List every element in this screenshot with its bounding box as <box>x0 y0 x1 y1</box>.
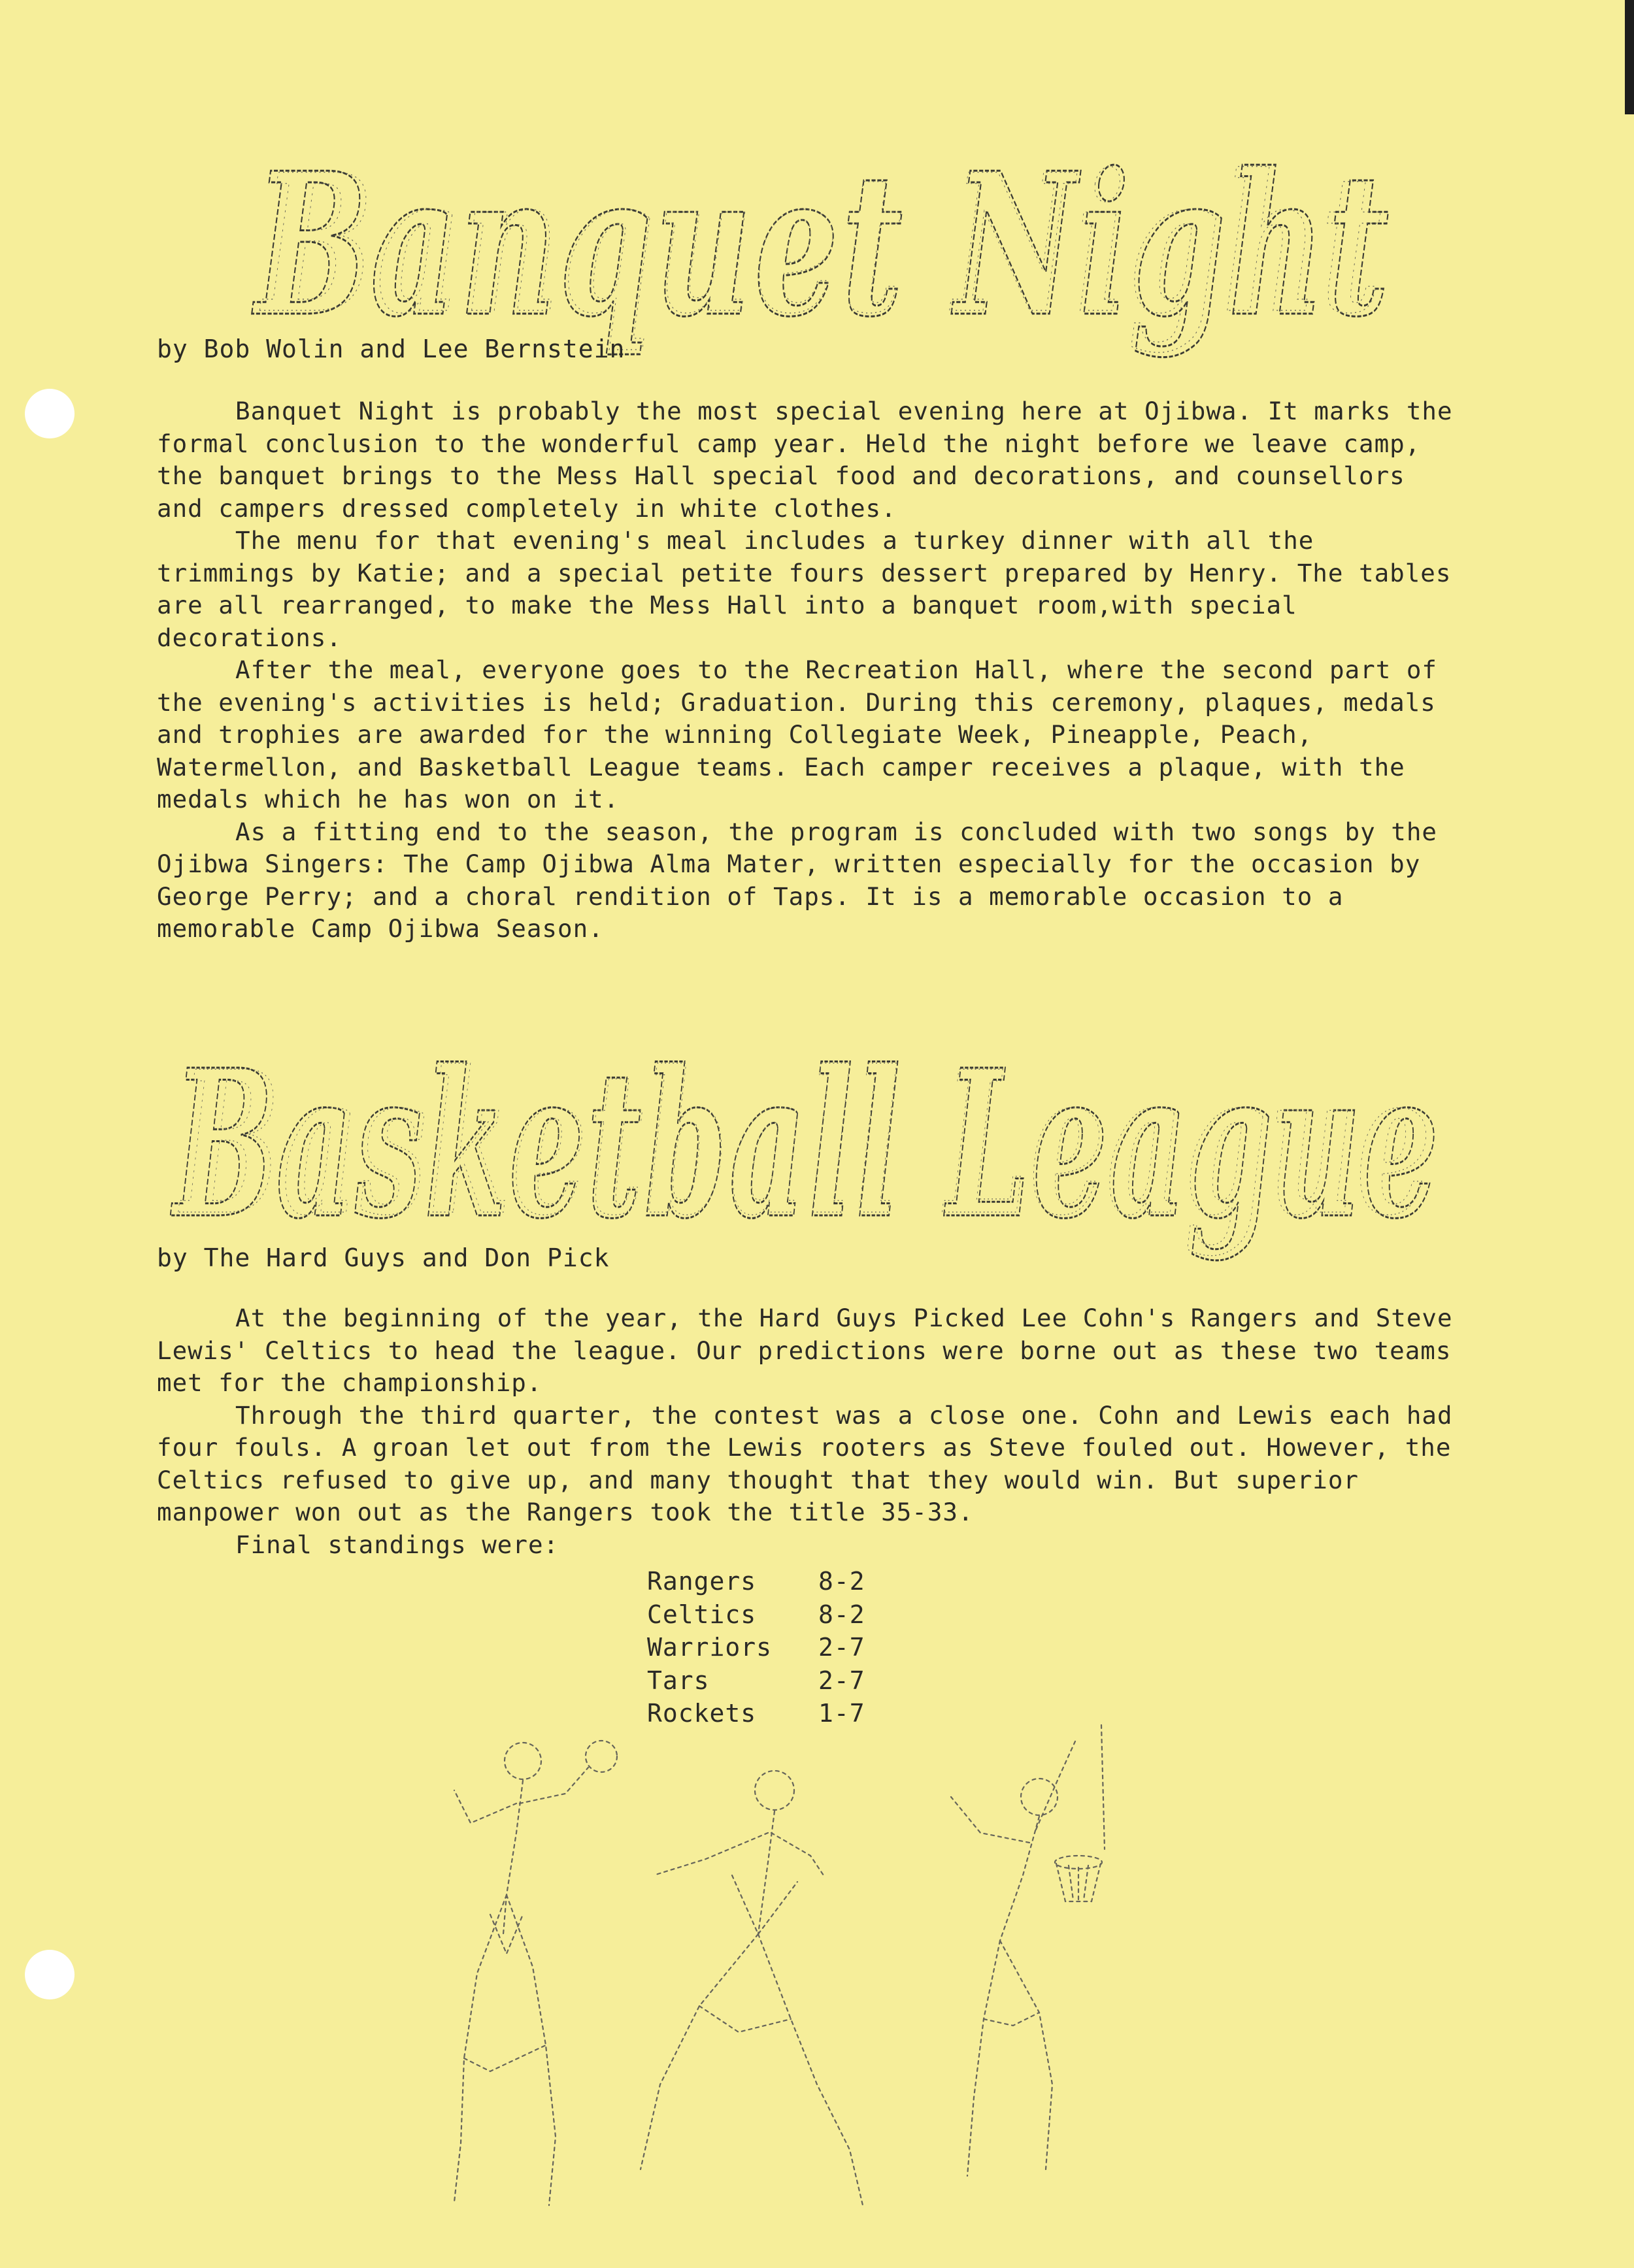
team-name: Rockets <box>647 1699 757 1728</box>
basketball-hoop-icon <box>1055 1725 1105 1901</box>
basketball-league-heading-text: Basketball League <box>169 1026 1441 1264</box>
punch-hole-top <box>25 389 75 438</box>
banquet-night-heading-hatch: Banquet Night <box>258 133 1384 355</box>
team-record: 8-2 <box>818 1600 865 1629</box>
banquet-night-article <box>157 395 1464 945</box>
standings-table <box>647 1565 865 1730</box>
player-middle-figure <box>641 1771 863 2205</box>
team-name: Rangers <box>647 1567 757 1596</box>
team-name: Tars <box>647 1666 710 1695</box>
team-record: 2-7 <box>818 1666 865 1695</box>
player-left-figure <box>454 1743 588 2205</box>
banquet-night-byline: by Bob Wolin and Lee Bernstein <box>157 335 625 363</box>
standings-row <box>647 1598 865 1632</box>
banquet-night-paragraph: As a fitting end to the season, the program is concluded with two songs by the Ojibwa Singers: The Camp Ojibwa Alma Mater, written especially for the occasion by George Perry; and a choral rendition of Taps. It is a memorable occasion to a memorable Camp Ojibwa Season. <box>157 817 1437 943</box>
page-edge-strip <box>1625 0 1634 114</box>
final-standings-intro: Final standings were: <box>235 1530 559 1559</box>
basketball-league-heading-hatch: Basketball League <box>177 1028 1434 1258</box>
player-right-figure <box>951 1741 1075 2176</box>
team-record: 8-2 <box>818 1567 865 1596</box>
standings-row <box>647 1631 865 1664</box>
banquet-night-heading-text: Banquet Night <box>250 129 1392 360</box>
basketball-league-byline: by The Hard Guys and Don Pick <box>157 1243 610 1272</box>
basketball-league-article <box>157 1302 1464 1561</box>
banquet-night-paragraph: Banquet Night is probably the most special evening here at Ojibwa. It marks the formal conclusion to the wonderful camp year. Held the night before we leave camp, the banquet brings to the Mess Hall special food and decorations, and counsellors and campers dressed completely in white clothes. <box>157 397 1453 523</box>
basketball-players-sketch-icon <box>392 1718 1163 2235</box>
standings-row <box>647 1565 865 1598</box>
banquet-night-paragraph: After the meal, everyone goes to the Recreation Hall, where the second part of the evening's activities is held; Graduation. During this ceremony, plaques, medals and trophies are awarded for the winning Collegiate Week, Pineapple, Peach, Watermellon, and Basketball League teams. Each camper receives a plaque, with the medals which he has won on it. <box>157 655 1437 814</box>
team-record: 1-7 <box>818 1699 865 1728</box>
team-name: Warriors <box>647 1633 773 1662</box>
basketball-ball <box>586 1741 617 1772</box>
banquet-night-paragraph: The menu for that evening's meal includes a turkey dinner with all the trimmings by Katie; and a special petite fours dessert prepared by Henry. The tables are all rearranged, to make the Mess Hall into a banquet room,with special decorations. <box>157 526 1452 652</box>
basketball-league-paragraph: Through the third quarter, the contest was a close one. Cohn and Lewis each had four fouls. A groan let out from the Lewis rooters as Steve fouled out. However, the Celtics refused to give up, and many thought that they would win. But superior manpower won out as the Rangers took the title 35-33. <box>157 1400 1453 1526</box>
basketball-league-paragraph: At the beginning of the year, the Hard Guys Picked Lee Cohn's Rangers and Steve Lewis' Celtics to head the league. Our predictions were borne out as these two teams met for the championship. <box>157 1304 1453 1397</box>
team-name: Celtics <box>647 1600 757 1629</box>
punch-hole-bottom <box>25 1950 75 1999</box>
standings-row <box>647 1664 865 1698</box>
team-record: 2-7 <box>818 1633 865 1662</box>
